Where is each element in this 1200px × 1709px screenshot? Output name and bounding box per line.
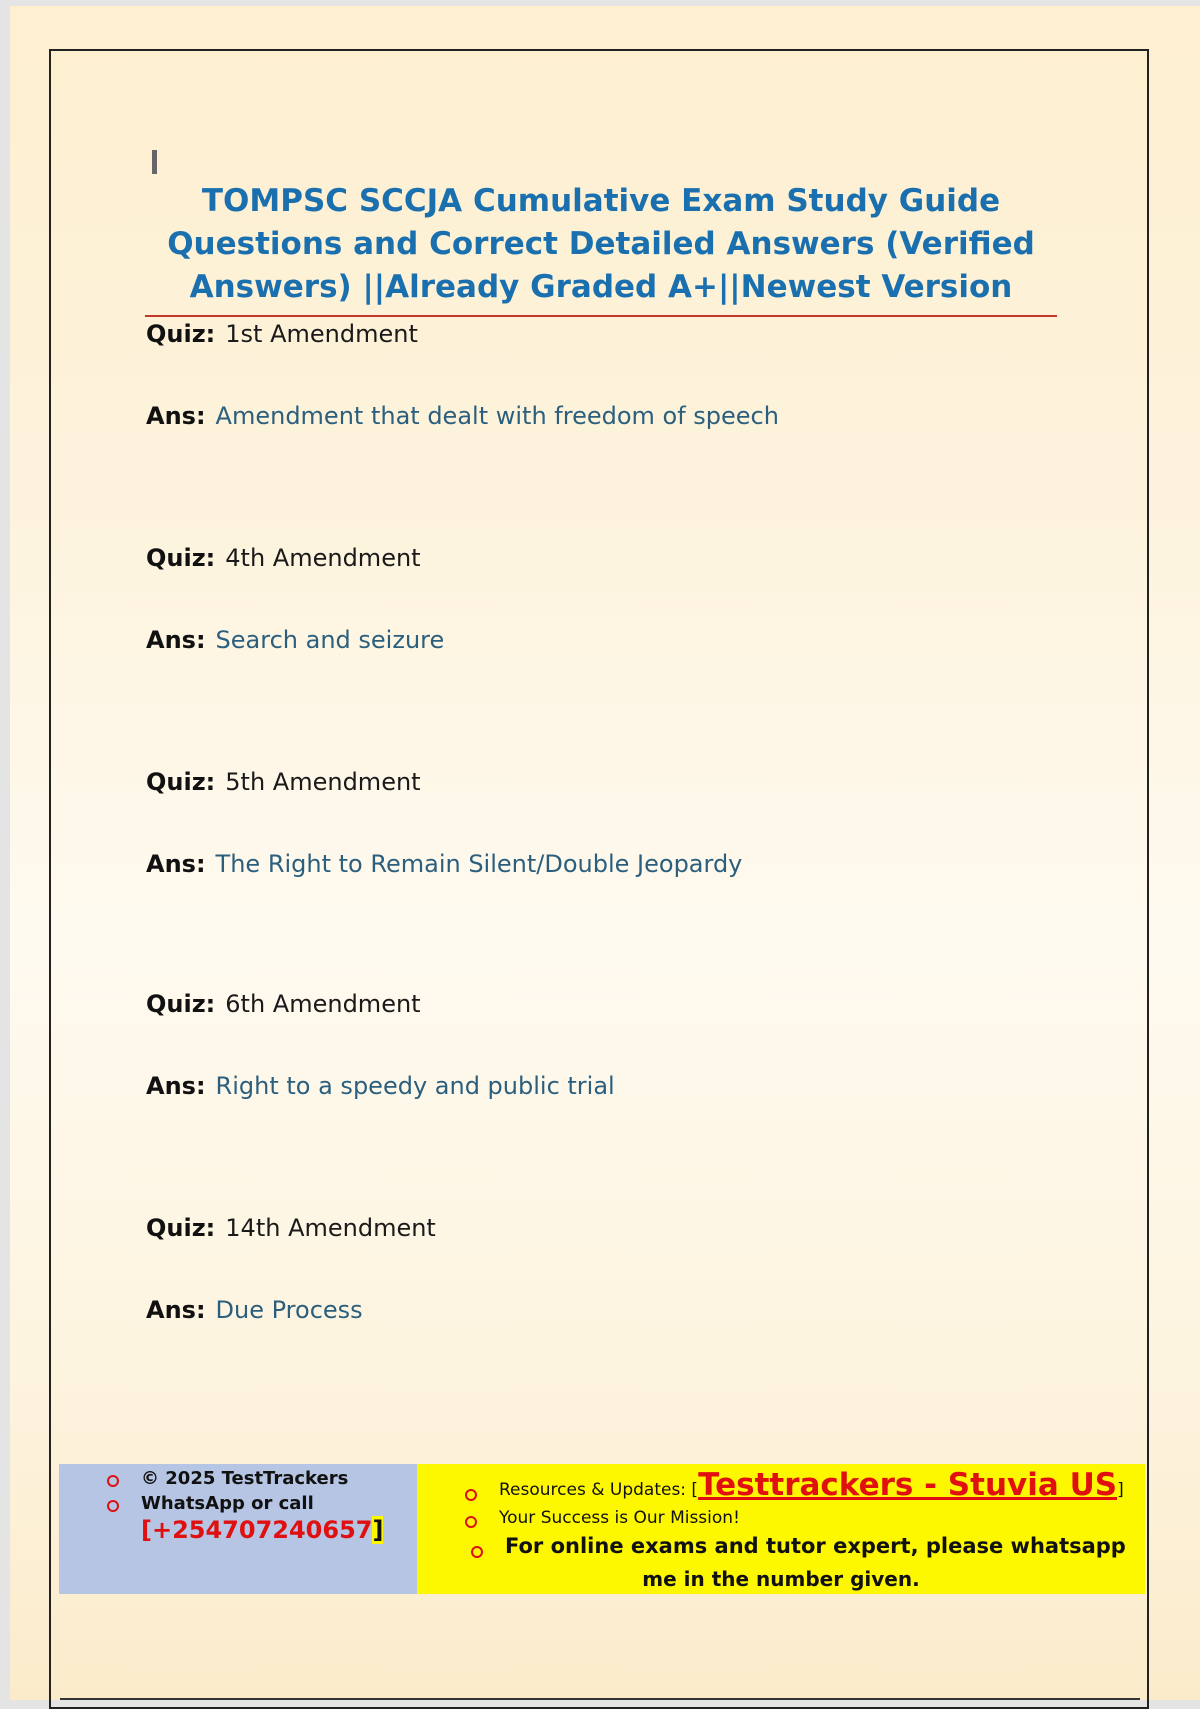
stuvia-link[interactable]: Testtrackers - Stuvia US xyxy=(698,1467,1118,1503)
footer-banner xyxy=(59,1464,1145,1594)
bullet-icon xyxy=(107,1475,119,1487)
quiz-line xyxy=(146,768,421,796)
quiz-label: Quiz: xyxy=(146,544,216,572)
quiz-question: 14th Amendment xyxy=(225,1214,436,1242)
bullet-icon xyxy=(107,1500,119,1512)
promo-text-line1: For online exams and tutor expert, please whatsapp xyxy=(505,1534,1126,1558)
mission-text: Your Success is Our Mission! xyxy=(499,1508,740,1528)
answer-text: Amendment that dealt with freedom of speech xyxy=(215,402,779,430)
quiz-question: 6th Amendment xyxy=(225,990,421,1018)
answer-label: Ans: xyxy=(146,1296,206,1324)
quiz-label: Quiz: xyxy=(146,990,216,1018)
answer-line xyxy=(146,402,779,430)
bullet-icon xyxy=(465,1516,477,1528)
answer-line xyxy=(146,850,742,878)
answer-line xyxy=(146,626,444,654)
quiz-question: 5th Amendment xyxy=(225,768,421,796)
copyright-text: © 2025 TestTrackers xyxy=(141,1468,349,1489)
answer-text: Right to a speedy and public trial xyxy=(215,1072,615,1100)
footer-resources-panel xyxy=(417,1464,1145,1594)
promo-text-line2: me in the number given. xyxy=(642,1567,920,1591)
quiz-label: Quiz: xyxy=(146,768,216,796)
quiz-line xyxy=(146,544,421,572)
answer-label: Ans: xyxy=(146,850,206,878)
bullet-icon xyxy=(471,1546,483,1558)
bullet-icon xyxy=(465,1489,477,1501)
answer-line xyxy=(146,1072,615,1100)
answer-text: Due Process xyxy=(215,1296,363,1324)
quiz-label: Quiz: xyxy=(146,320,216,348)
document-title: TOMPSC SCCJA Cumulative Exam Study Guide Questions and Correct Detailed Answers (Verified Answers) ||Already Graded A+||Newest Version xyxy=(145,180,1057,317)
answer-text: The Right to Remain Silent/Double Jeopardy xyxy=(215,850,743,878)
whatsapp-label: WhatsApp or call xyxy=(141,1493,314,1514)
answer-label: Ans: xyxy=(146,402,206,430)
text-cursor-icon xyxy=(152,150,157,174)
quiz-line xyxy=(146,990,421,1018)
resources-line xyxy=(499,1467,1124,1503)
answer-label: Ans: xyxy=(146,1072,206,1100)
footer-contact-panel xyxy=(59,1464,417,1594)
phone-number[interactable]: [+254707240657 xyxy=(141,1516,373,1544)
quiz-label: Quiz: xyxy=(146,1214,216,1242)
resources-label: Resources & Updates: [ xyxy=(499,1480,699,1500)
quiz-line xyxy=(146,1214,436,1242)
quiz-question: 1st Amendment xyxy=(225,320,418,348)
phone-number-line xyxy=(141,1516,383,1544)
quiz-question: 4th Amendment xyxy=(225,544,421,572)
phone-bracket: ] xyxy=(372,1516,384,1544)
answer-text: Search and seizure xyxy=(215,626,445,654)
answer-line xyxy=(146,1296,363,1324)
resources-bracket: ] xyxy=(1117,1480,1124,1500)
quiz-line xyxy=(146,320,418,348)
answer-label: Ans: xyxy=(146,626,206,654)
